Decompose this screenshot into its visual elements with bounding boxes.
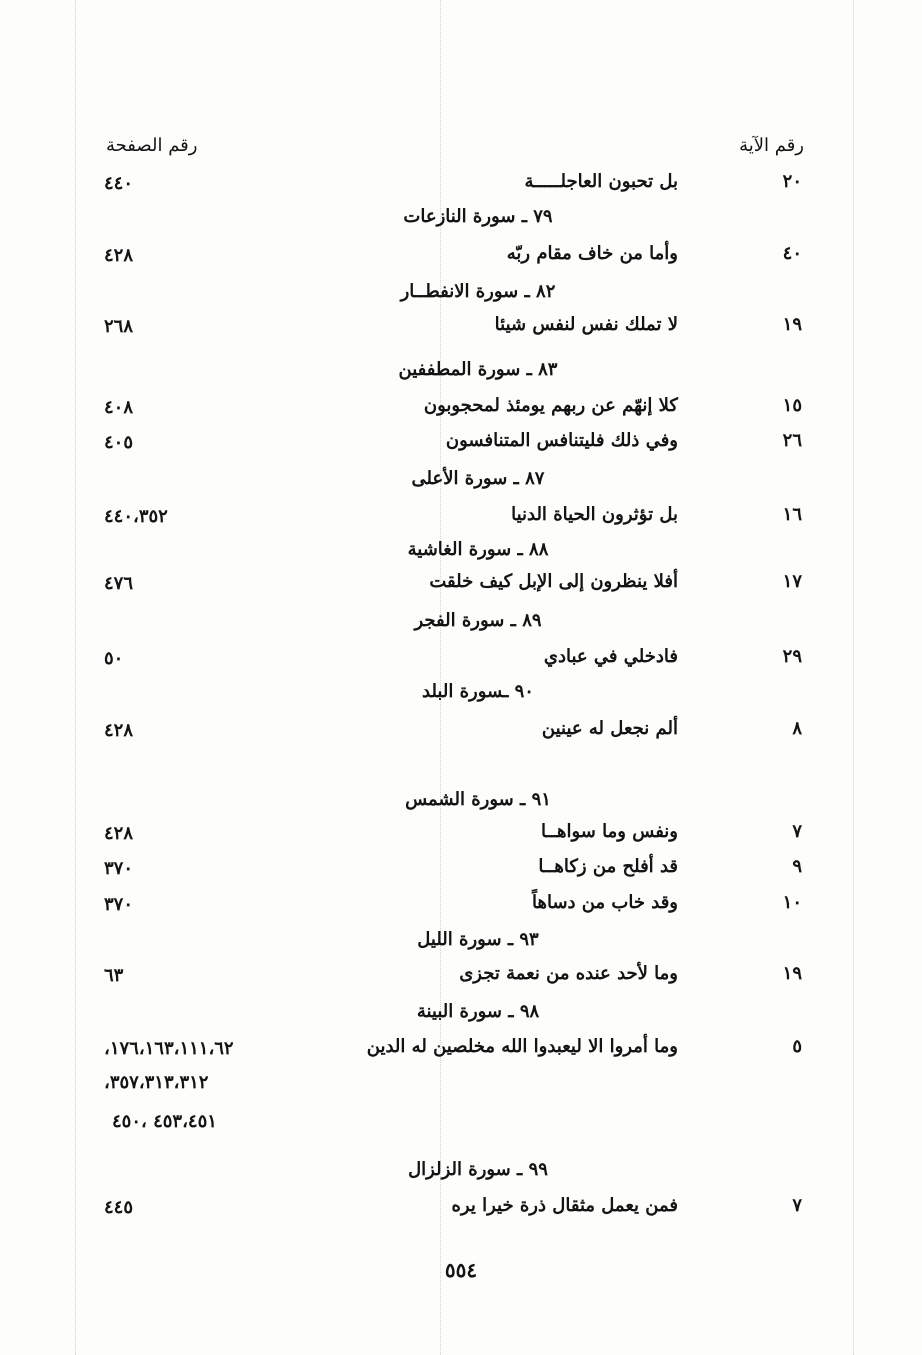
verse-number: ٧ bbox=[792, 1195, 802, 1216]
page-references: ٥٠ bbox=[104, 648, 124, 669]
surah-heading: ٨٣ ـ سورة المطففين bbox=[398, 359, 558, 380]
verse-number: ١٧ bbox=[782, 571, 802, 592]
page-references: ٤٢٨ bbox=[104, 720, 134, 741]
verse-text: بل تؤثرون الحياة الدنيا bbox=[511, 504, 678, 525]
page-references: ٤٠٨ bbox=[104, 397, 134, 418]
page-references: ٣٧٠ bbox=[104, 894, 134, 915]
surah-heading: ٩٠ ـسورة البلد bbox=[422, 681, 534, 702]
verse-text: فمن يعمل مثقال ذرة خيرا يره bbox=[451, 1195, 678, 1216]
verse-number: ٨ bbox=[792, 718, 802, 739]
verse-number: ٢٦ bbox=[782, 430, 802, 451]
page-references: ٤٤٠،٣٥٢ bbox=[104, 506, 168, 527]
verse-text: لا تملك نفس لنفس شيئا bbox=[494, 314, 678, 335]
surah-heading: ٩١ ـ سورة الشمس bbox=[405, 789, 551, 810]
verse-text: وقد خاب من دساهاً bbox=[531, 892, 678, 913]
verse-text: كلا إنهّم عن ربهم يومئذ لمحجوبون bbox=[423, 395, 678, 416]
verse-number: ١٩ bbox=[782, 314, 802, 335]
surah-heading: ٨٧ ـ سورة الأعلى bbox=[411, 468, 545, 489]
verse-number: ١٥ bbox=[782, 395, 802, 416]
scan-artifact bbox=[853, 0, 854, 1355]
surah-heading: ٨٩ ـ سورة الفجر bbox=[414, 610, 542, 631]
column-header-verse-number: رقم الآية bbox=[739, 135, 804, 156]
surah-heading: ٩٩ ـ سورة الزلزال bbox=[408, 1159, 548, 1180]
surah-heading: ٩٨ ـ سورة البينة bbox=[416, 1001, 540, 1022]
verse-number: ١٦ bbox=[782, 504, 802, 525]
verse-number: ١٩ bbox=[782, 963, 802, 984]
verse-number: ٩ bbox=[792, 856, 802, 877]
verse-text: ونفس وما سواهــا bbox=[540, 821, 678, 842]
page-references: ٤٧٦ bbox=[104, 573, 134, 594]
verse-text: وفي ذلك فليتنافس المتنافسون bbox=[445, 430, 678, 451]
column-header-page-number: رقم الصفحة bbox=[106, 135, 198, 156]
verse-text: وأما من خاف مقام ربّه bbox=[506, 243, 678, 264]
page-references-continued: ٤٥٣،٤٥١ ،٤٥٠ bbox=[112, 1111, 217, 1132]
page-references: ٢٦٨ bbox=[104, 316, 134, 337]
surah-heading: ٨٢ ـ سورة الانفطــار bbox=[400, 281, 556, 302]
verse-number: ١٠ bbox=[782, 892, 802, 913]
page-references: ٦٣ bbox=[104, 965, 124, 986]
verse-text: بل تحبون العاجلـــــة bbox=[524, 171, 678, 192]
verse-text: وما لأحد عنده من نعمة تجزى bbox=[459, 963, 678, 984]
surah-heading: ٩٣ ـ سورة الليل bbox=[417, 929, 539, 950]
scan-artifact bbox=[75, 0, 76, 1355]
page-references: ٤٢٨ bbox=[104, 823, 134, 844]
verse-number: ٢٠ bbox=[782, 171, 802, 192]
verse-text: وما أمروا الا ليعبدوا الله مخلصين له الدين bbox=[366, 1036, 678, 1057]
page-references: ٤٤٥ bbox=[104, 1197, 134, 1218]
verse-number: ٥ bbox=[792, 1036, 802, 1057]
scan-artifact bbox=[440, 0, 441, 1355]
page-references: ٤٢٨ bbox=[104, 245, 134, 266]
verse-number: ٢٩ bbox=[782, 646, 802, 667]
verse-text: ألم نجعل له عينين bbox=[541, 718, 678, 739]
page-references: ٤٤٠ bbox=[104, 173, 134, 194]
verse-text: أفلا ينظرون إلى الإبل كيف خلقت bbox=[429, 571, 678, 592]
page-references: ،١٧٦،١٦٣،١١١،٦٢ bbox=[104, 1038, 234, 1059]
verse-text: فادخلي في عبادي bbox=[543, 646, 678, 667]
verse-number: ٧ bbox=[792, 821, 802, 842]
page-number: ٥٥٤ bbox=[444, 1258, 478, 1282]
page-references: ٤٠٥ bbox=[104, 432, 134, 453]
page-references: ٣٧٠ bbox=[104, 858, 134, 879]
verse-number: ٤٠ bbox=[782, 243, 802, 264]
page-references-continued: ،٣٥٧،٣١٣،٣١٢ bbox=[104, 1072, 209, 1093]
verse-text: قد أفلح من زكاهــا bbox=[538, 856, 678, 877]
surah-heading: ٨٨ ـ سورة الغاشية bbox=[407, 539, 549, 560]
surah-heading: ٧٩ ـ سورة النازعات bbox=[403, 206, 553, 227]
